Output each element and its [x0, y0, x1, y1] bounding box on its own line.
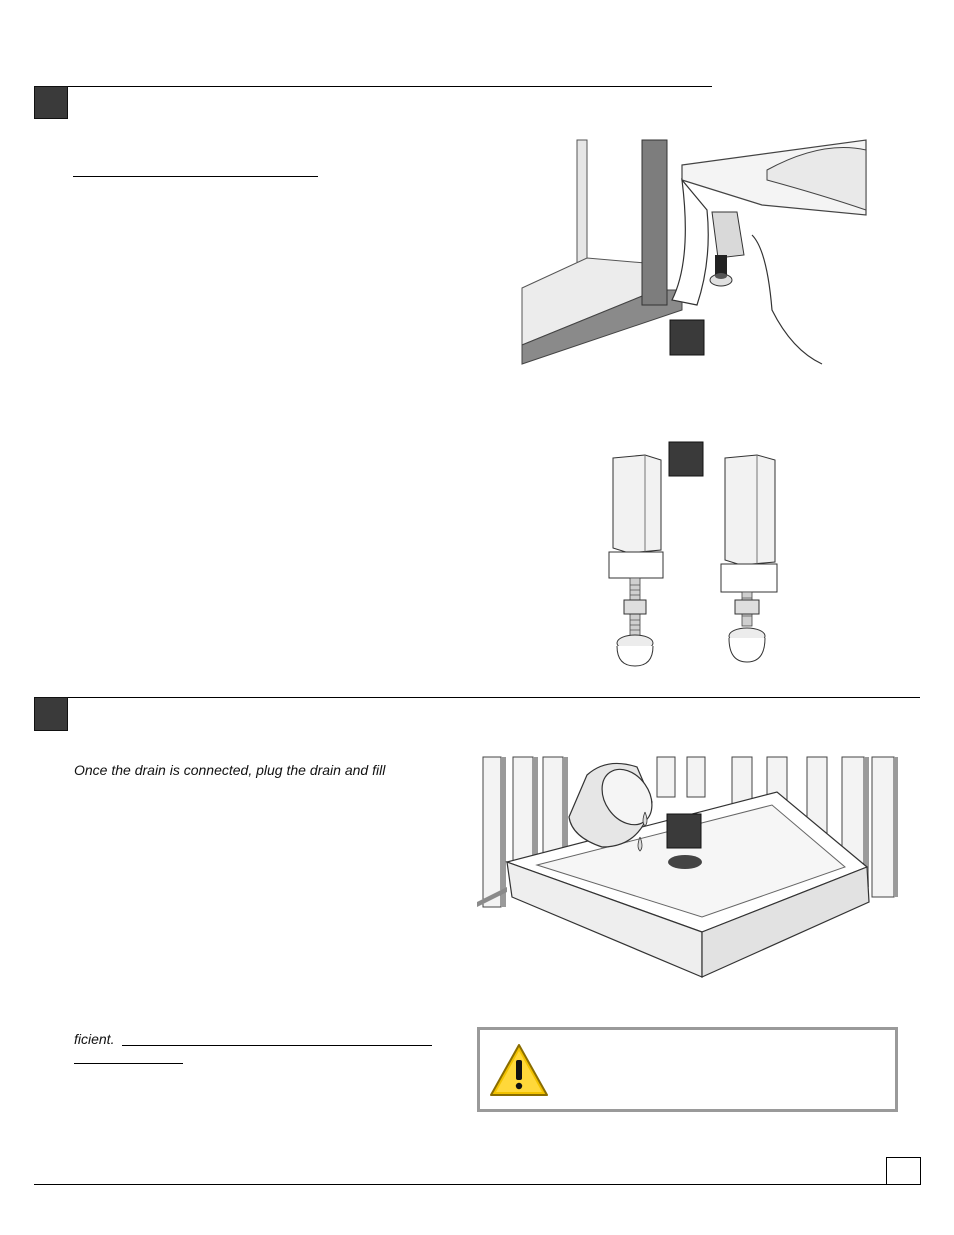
warning-box	[477, 1027, 898, 1112]
step-number-box-1	[34, 86, 68, 119]
warning-icon	[488, 1042, 550, 1100]
leg-right	[721, 455, 777, 662]
underline-heading-1	[73, 176, 318, 177]
underline-note-1	[122, 1045, 432, 1046]
leg-left	[609, 455, 663, 666]
step-number-box-2	[34, 697, 68, 731]
adjustable-legs-illustration	[605, 440, 795, 672]
leg-install-illustration	[522, 140, 866, 364]
page-number-box	[886, 1157, 921, 1185]
underline-note-2	[74, 1063, 183, 1064]
section-rule-1	[68, 86, 712, 87]
footer-rule	[34, 1184, 920, 1185]
section-rule-2	[68, 697, 920, 698]
water-test-illustration	[477, 757, 898, 980]
water-test-paragraph-line: Once the drain is connected, plug the drain and fill	[74, 762, 386, 778]
water-test-paragraph-end: ficient.	[74, 1031, 115, 1047]
